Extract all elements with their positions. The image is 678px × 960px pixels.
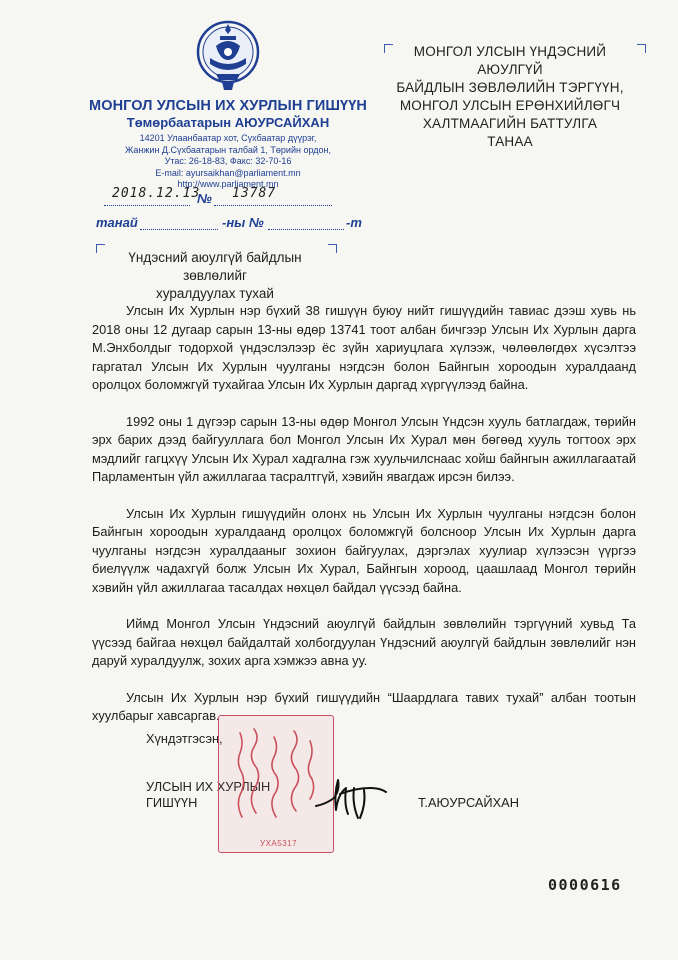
document-serial: 0000616: [548, 876, 622, 894]
body-paragraph: Улсын Их Хурлын гишүүдийн олонх нь Улсын Их Хурлын чуулганы нэгдсэн болон Байнгын хороодын хуралдаанд оролцох боломжгүй болсноор Улсын Их Хурлын дарга чуулганы нэгдсэн хуралдааныг зохион байгуулах, дэргэлах хуулиар хүлээсэн үүргээ биелүүлж чадахгүй болж Улсын Их Хурал, Байнгын хороод, цаашлаад Монгол төрийн хэвийн үйл ажиллагаа тасалдах нөхцөл байдал үүсээд байна.: [92, 505, 636, 595]
nii-label: -ны №: [222, 215, 264, 230]
address-line: Жанжин Д.Сүхбаатарын талбай 1, Төрийн ордон,: [125, 144, 331, 155]
reference-date: 2018.12.13: [112, 186, 201, 201]
signer-name: Т.АЮУРСАЙХАН: [418, 795, 519, 810]
your-label: танай: [96, 215, 138, 230]
letterhead-address: [82, 133, 374, 191]
body-paragraph: 1992 оны 1 дүгээр сарын 13-ны өдөр Монгол Улсын Үндсэн хууль батлагдаж, төрийн эрх барих дээд байгууллага бол Монгол Улсын Их Хурал мөн бөгөөд хууль тогтоох эрх мэдлийг гагцхүү Улсын Их Хурал хадгална гэж хуульчилснаас хойш байнгын ажиллагаатай Парламентын үйл ажиллагаа тасралтгүй, хэвийн явагдаж ирсэн билээ.: [92, 413, 636, 484]
subject-line: хуралдуулах тухай: [156, 286, 274, 301]
subject-line: Үндэсний аюулгүй байдлын зөвлөлийг: [128, 250, 302, 283]
t-label: -т: [346, 215, 362, 230]
letterhead-organization: МОНГОЛ УЛСЫН ИХ ХУРЛЫН ГИШҮҮН: [89, 98, 367, 114]
letter-body: [92, 302, 636, 744]
address-line: E-mail: ayursaikhan@parliament.mn: [155, 167, 301, 178]
addressee-line: БАЙДЛЫН ЗӨВЛӨЛИЙН ТЭРГҮҮН,: [396, 80, 624, 95]
letter-subject: [100, 249, 330, 303]
addressee-line: МОНГОЛ УЛСЫН ЕРӨНХИЙЛӨГЧ: [399, 98, 621, 113]
your-number-underline: [268, 229, 344, 230]
address-line: Утас: 26-18-83, Факс: 32-70-16: [164, 156, 292, 166]
closing-respect: Хүндэтгэсэн,: [146, 731, 223, 746]
address-line: http://www.parliament.mn: [177, 179, 279, 189]
handwritten-signature-icon: [310, 772, 392, 824]
addressee-line: ХАЛТМААГИЙН БАТТУЛГА: [422, 116, 598, 131]
signer-title-line: УЛСЫН ИХ ХУРЛЫН: [146, 779, 271, 794]
addressee-line: ТАНАА: [487, 134, 533, 149]
date-underline: [104, 205, 190, 206]
address-line: 14201 Улаанбаатар хот, Сүхбаатар дүүрэг,: [139, 133, 317, 143]
letterhead-member-name: Төмөрбаатарын АЮУРСАЙХАН: [126, 115, 330, 130]
your-date-underline: [140, 229, 218, 230]
signer-title-line: ГИШҮҮН: [146, 795, 198, 810]
number-underline: [214, 205, 332, 206]
addressee-block: [380, 43, 640, 151]
reference-number: 13787: [232, 186, 277, 201]
body-paragraph: Иймд Монгол Улсын Үндэсний аюулгүй байдлын зөвлөлийн тэргүүний хувьд Та үүсээд байгаа нөхцөл байдалтай холбогдуулан Үндэсний аюулгүй байдлын зөвлөлийг нэн даруй хуралдуулж, зохих арга хэмжээ авна уу.: [92, 616, 636, 668]
body-paragraph: Улсын Их Хурлын нэр бүхий гишүүдийн “Шаардлага тавих тухай” албан тоотын хуулбарыг хавсаргав.: [92, 689, 636, 723]
state-emblem-icon: [196, 12, 260, 96]
addressee-line: МОНГОЛ УЛСЫН ҮНДЭСНИЙ АЮУЛГҮЙ: [413, 44, 607, 77]
body-paragraph: Улсын Их Хурлын нэр бүхий 38 гишүүн буюу нийт гишүүдийн тавиас дээш хувь нь 2018 оны 12 дугаар сарын 13-ны өдөр 13741 тоот албан бичгээр Улсын Их Хурлын дарга М.Энхболдыг тодорхой үндэслэлээр ёс зүйн хариуцлага хүлээж, чөлөөлөгдөх хүсэлтээ гаргатал Улсын Их Хурлын чуулганы нэгдсэн болон Байнгын хороодын хуралдаанд оролцох боломжгүй тухайгаа Улсын Их Хурлын даргад хүргүүлээд байна.: [92, 303, 636, 392]
reference-number-label: №: [197, 191, 212, 206]
stamp-code: УХА5317: [260, 839, 298, 848]
